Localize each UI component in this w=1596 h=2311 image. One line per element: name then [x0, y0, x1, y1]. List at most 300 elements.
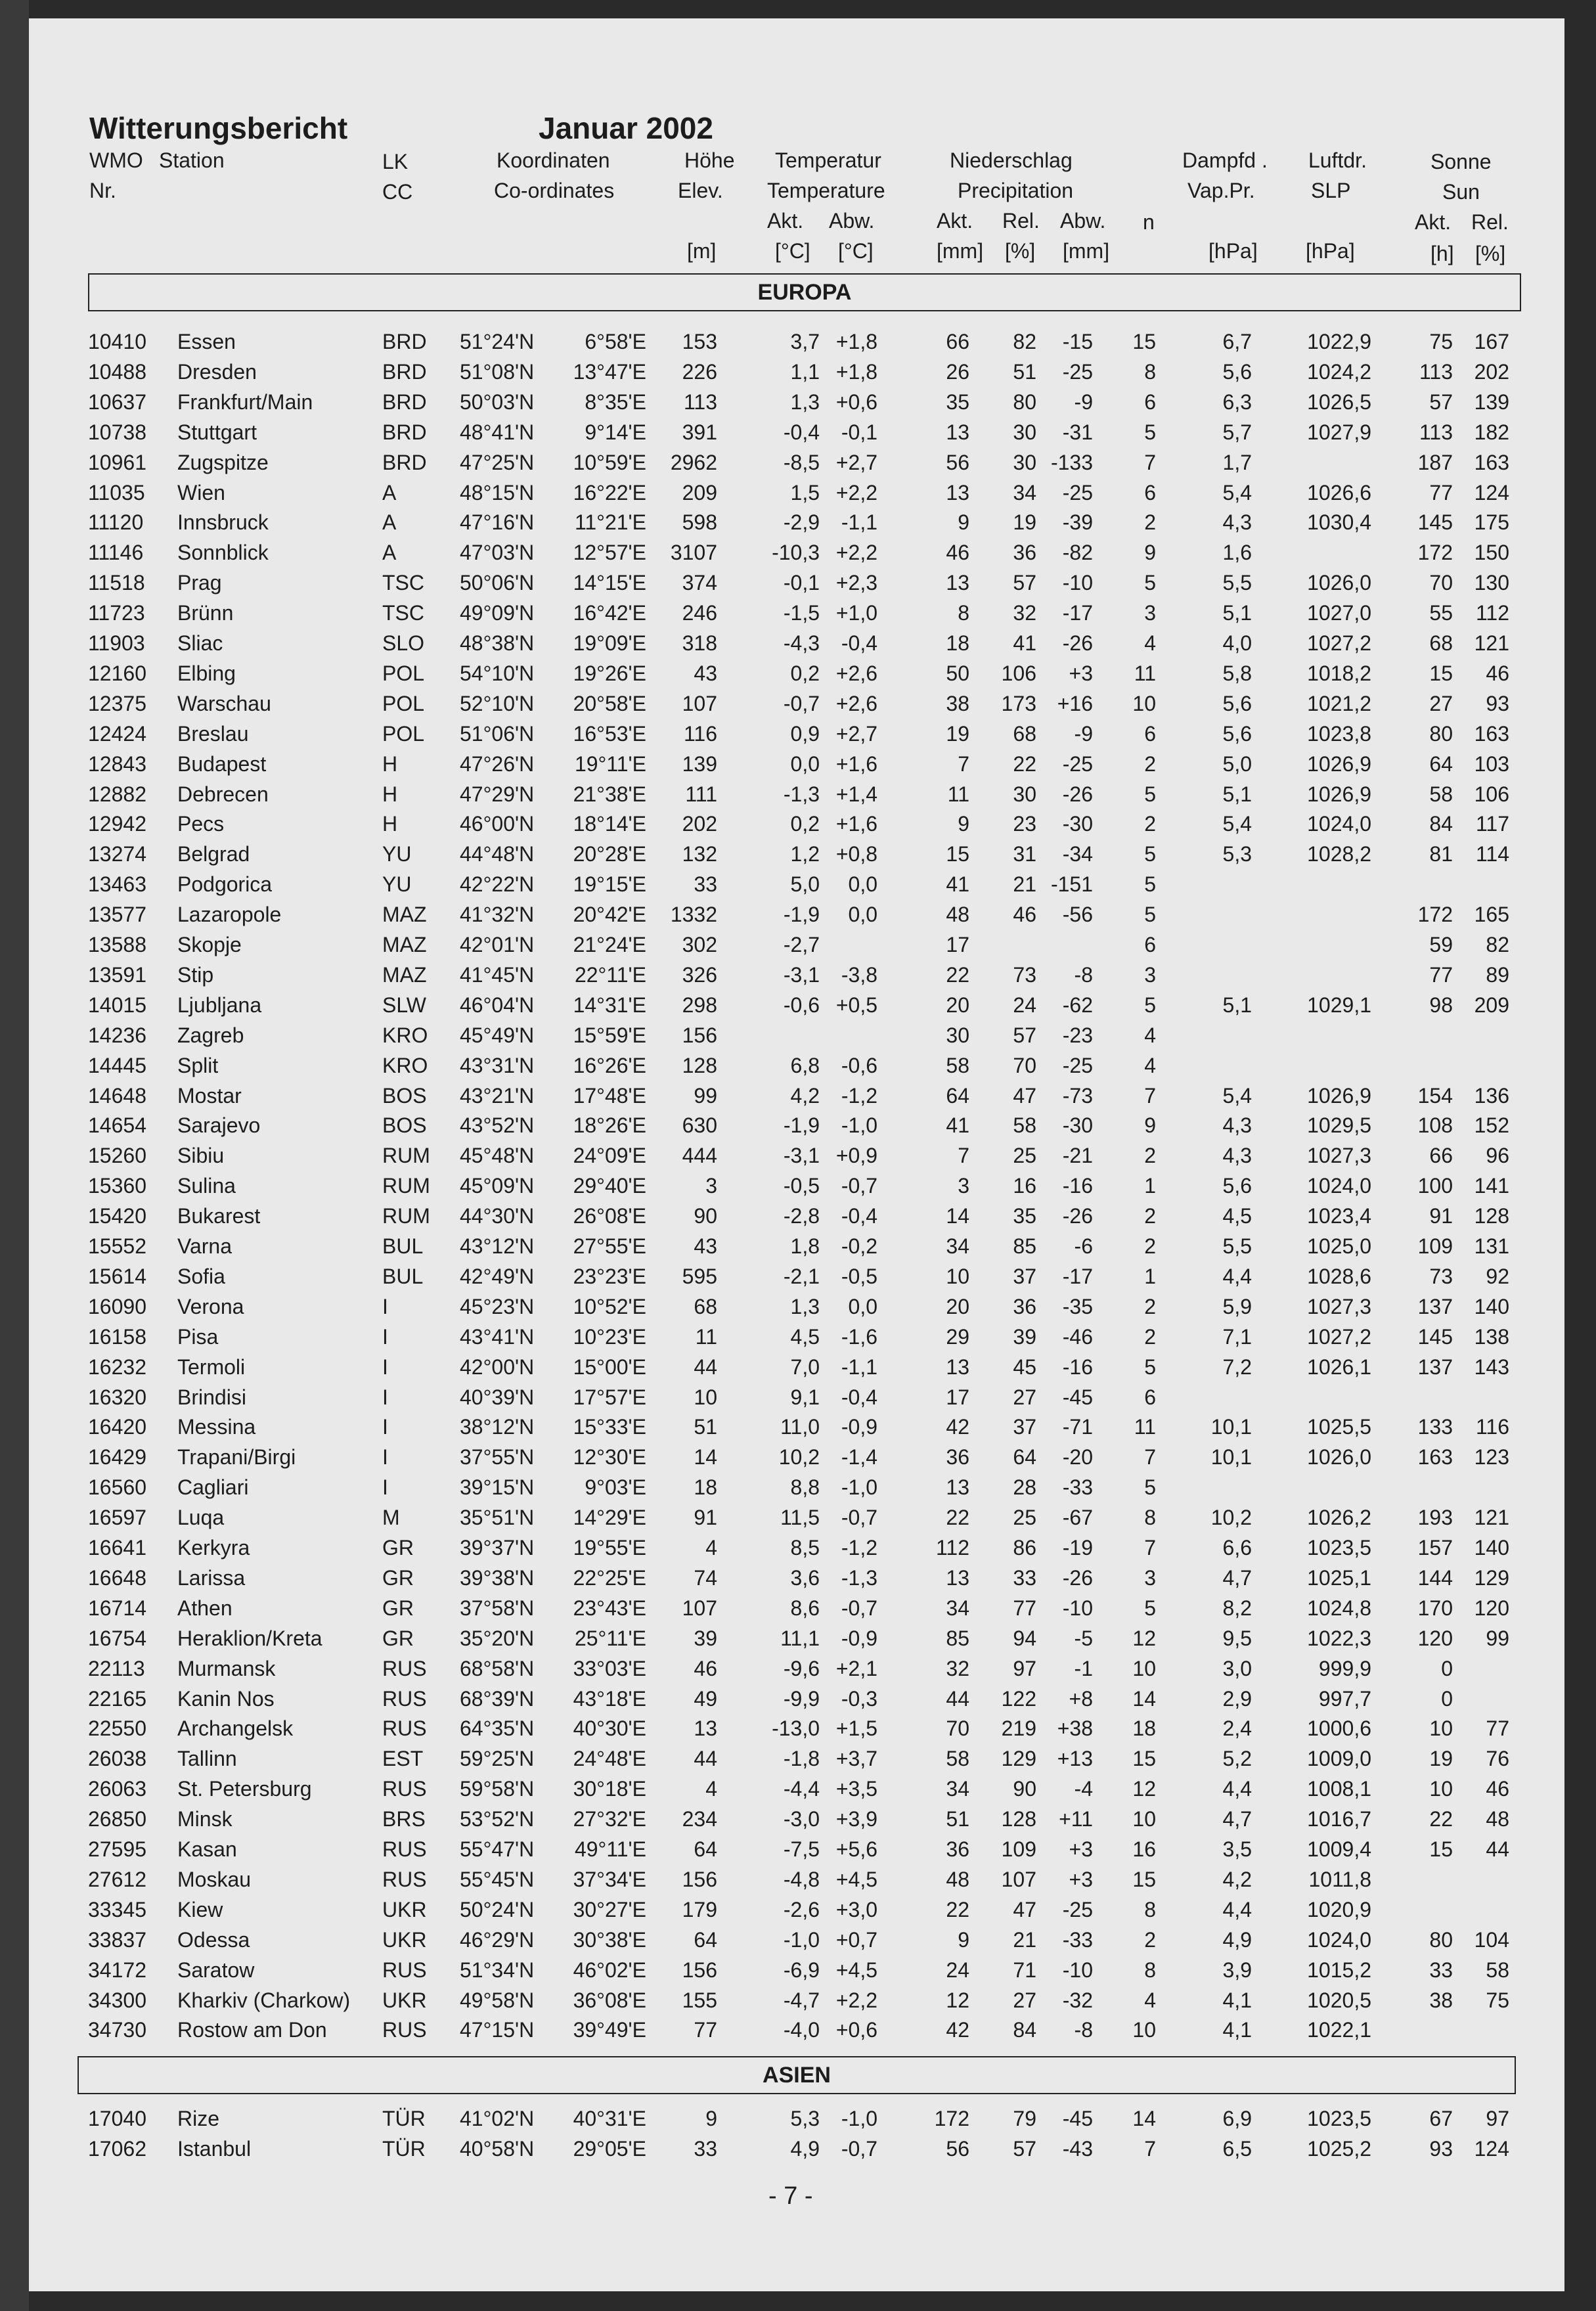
- sea-level-pressure: 1025,1: [1307, 1565, 1371, 1590]
- temp-deviation: -0,7: [841, 1596, 877, 1620]
- country-code: I: [382, 1475, 388, 1500]
- elevation: 90: [694, 1204, 717, 1228]
- wmo-number: 34730: [88, 2018, 146, 2042]
- elevation: 33: [694, 2136, 717, 2161]
- precip-relative: 97: [1013, 1656, 1036, 1680]
- elevation: 156: [682, 1867, 717, 1891]
- table-row: [0, 812, 1596, 842]
- temp-deviation: -1,3: [841, 1565, 877, 1590]
- precip-deviation: -25: [1062, 1897, 1093, 1921]
- longitude: 25°11'E: [574, 1626, 646, 1650]
- temp-actual: -4,3: [783, 631, 820, 655]
- sun-relative: 103: [1474, 752, 1509, 776]
- precip-deviation: +13: [1057, 1747, 1093, 1771]
- header-sun-akt: Akt.: [1415, 210, 1452, 234]
- precip-relative: 22: [1013, 752, 1036, 776]
- latitude: 45°09'N: [460, 1174, 535, 1198]
- sun-hours: 55: [1429, 601, 1453, 625]
- temp-deviation: +1,0: [835, 601, 877, 625]
- table-row: [0, 1898, 1596, 1928]
- station-name: Archangelsk: [177, 1716, 294, 1741]
- sea-level-pressure: 1027,2: [1307, 1324, 1371, 1349]
- station-name: Rize: [177, 2107, 220, 2130]
- sea-level-pressure: 1027,0: [1307, 601, 1371, 625]
- station-name: Dresden: [177, 359, 257, 384]
- temp-deviation: +0,9: [835, 1144, 877, 1168]
- precip-deviation: -82: [1062, 541, 1093, 565]
- elevation: 298: [682, 993, 717, 1017]
- wmo-number: 16560: [88, 1475, 146, 1500]
- country-code: RUS: [382, 1686, 427, 1711]
- precip-days: 7: [1144, 1445, 1156, 1470]
- precip-days: 10: [1132, 1656, 1156, 1680]
- sun-hours: 27: [1429, 691, 1453, 715]
- temp-deviation: +3,5: [835, 1777, 877, 1801]
- latitude: 47°16'N: [460, 510, 535, 535]
- latitude: 51°24'N: [460, 330, 535, 353]
- sun-relative: 77: [1486, 1716, 1509, 1741]
- header-temp-unit2: [°C]: [838, 239, 874, 263]
- vapor-pressure: 9,5: [1222, 1626, 1252, 1650]
- precip-relative: 57: [1013, 1023, 1036, 1047]
- wmo-number: 17062: [88, 2136, 146, 2161]
- precip-deviation: -4: [1074, 1777, 1093, 1801]
- precip-actual: 12: [946, 1988, 969, 2012]
- table-row: [0, 510, 1596, 541]
- sun-hours: 84: [1429, 812, 1453, 836]
- country-code: RUS: [382, 1716, 427, 1741]
- sun-hours: 108: [1417, 1113, 1453, 1138]
- precip-days: 4: [1144, 1988, 1156, 2012]
- temp-deviation: -0,1: [841, 420, 877, 444]
- station-name: Kharkiv (Charkow): [177, 1988, 351, 2012]
- precip-relative: 27: [1013, 1385, 1036, 1409]
- temp-actual: 11,5: [780, 1506, 820, 1530]
- section-title: ASIEN: [763, 2063, 831, 2088]
- sea-level-pressure: 1028,2: [1307, 842, 1371, 866]
- table-row: [0, 1657, 1596, 1687]
- precip-actual: 34: [946, 1234, 969, 1258]
- longitude: 12°57'E: [573, 541, 646, 565]
- elevation: 153: [682, 330, 717, 353]
- vapor-pressure: 5,8: [1222, 661, 1252, 685]
- sea-level-pressure: 1024,0: [1307, 812, 1371, 836]
- header-precip-n: n: [1143, 210, 1155, 234]
- country-code: M: [382, 1506, 400, 1530]
- precip-relative: 122: [1001, 1686, 1036, 1711]
- longitude: 9°14'E: [585, 420, 646, 444]
- temp-deviation: -0,9: [841, 1415, 877, 1439]
- elevation: 33: [694, 872, 717, 897]
- country-code: RUS: [382, 1656, 427, 1680]
- country-code: BRD: [382, 359, 427, 384]
- vapor-pressure: 3,0: [1222, 1656, 1252, 1680]
- vapor-pressure: 4,3: [1222, 1113, 1252, 1138]
- latitude: 39°38'N: [460, 1565, 535, 1590]
- vapor-pressure: 5,6: [1222, 721, 1252, 746]
- precip-deviation: -16: [1062, 1174, 1093, 1198]
- station-name: Budapest: [177, 752, 267, 776]
- temp-actual: -0,7: [783, 691, 820, 715]
- precip-relative: 79: [1013, 2107, 1036, 2130]
- temp-actual: -3,1: [783, 962, 820, 987]
- table-row: [0, 1204, 1596, 1234]
- table-row: [0, 842, 1596, 872]
- header-station: Station: [159, 148, 225, 172]
- latitude: 43°12'N: [460, 1234, 535, 1258]
- station-name: Kanin Nos: [177, 1686, 275, 1711]
- wmo-number: 16597: [88, 1506, 146, 1530]
- temp-deviation: 0,0: [848, 1294, 877, 1318]
- precip-actual: 15: [946, 842, 969, 866]
- latitude: 46°04'N: [460, 993, 535, 1017]
- temp-actual: -3,1: [783, 1144, 820, 1168]
- vapor-pressure: 6,7: [1222, 330, 1252, 353]
- sun-relative: 136: [1474, 1083, 1509, 1108]
- precip-days: 8: [1144, 1897, 1156, 1921]
- temp-actual: 0,9: [790, 721, 820, 746]
- longitude: 16°42'E: [573, 601, 646, 625]
- country-code: UKR: [382, 1897, 427, 1921]
- vapor-pressure: 6,5: [1222, 2136, 1252, 2161]
- sun-hours: 38: [1429, 1988, 1453, 2012]
- sun-relative: 92: [1486, 1264, 1509, 1288]
- country-code: UKR: [382, 1988, 427, 2012]
- station-name: Termoli: [177, 1355, 246, 1379]
- wmo-number: 22113: [88, 1656, 145, 1680]
- precip-relative: 70: [1013, 1053, 1036, 1077]
- latitude: 59°25'N: [460, 1747, 535, 1771]
- station-name: Sofia: [177, 1264, 225, 1288]
- header-sun-unit2: [%]: [1475, 242, 1506, 265]
- temp-actual: -3,0: [783, 1807, 820, 1831]
- elevation: 226: [682, 359, 717, 384]
- table-row: [0, 1475, 1596, 1506]
- elevation: 46: [694, 1656, 717, 1680]
- temp-deviation: +0,6: [835, 2018, 877, 2042]
- precip-days: 2: [1144, 1204, 1156, 1228]
- station-name: Rostow am Don: [177, 2018, 327, 2042]
- precip-days: 3: [1144, 1565, 1156, 1590]
- country-code: A: [382, 510, 397, 535]
- temp-deviation: +1,5: [835, 1716, 877, 1741]
- sun-hours: 98: [1429, 993, 1453, 1017]
- country-code: I: [382, 1445, 388, 1470]
- sea-level-pressure: 1000,6: [1307, 1716, 1371, 1741]
- precip-actual: 8: [958, 601, 969, 625]
- precip-relative: 46: [1013, 903, 1036, 927]
- latitude: 39°15'N: [460, 1475, 535, 1500]
- temp-actual: -0,1: [783, 571, 820, 595]
- precip-days: 8: [1144, 1506, 1156, 1530]
- precip-deviation: -8: [1074, 962, 1093, 987]
- table-row: [0, 1054, 1596, 1084]
- table-row: [0, 451, 1596, 481]
- country-code: YU: [382, 872, 412, 897]
- latitude: 55°47'N: [460, 1837, 535, 1861]
- precip-relative: 94: [1013, 1626, 1036, 1650]
- report-month: Januar 2002: [539, 111, 713, 145]
- table-row: [0, 1265, 1596, 1295]
- table-row: [0, 1325, 1596, 1355]
- country-code: BRS: [382, 1807, 426, 1831]
- temp-actual: -2,6: [783, 1897, 820, 1921]
- precip-days: 2: [1144, 1294, 1156, 1318]
- longitude: 16°53'E: [573, 721, 646, 746]
- header-coords-en: Co-ordinates: [494, 179, 615, 202]
- country-code: TSC: [382, 571, 424, 595]
- sun-relative: 116: [1475, 1415, 1509, 1439]
- vapor-pressure: 10,1: [1210, 1445, 1252, 1470]
- precip-relative: 84: [1013, 2018, 1036, 2042]
- latitude: 41°02'N: [460, 2107, 535, 2130]
- wmo-number: 16429: [88, 1445, 146, 1470]
- sea-level-pressure: 1026,1: [1307, 1355, 1371, 1379]
- vapor-pressure: 4,1: [1222, 2018, 1252, 2042]
- sea-level-pressure: 1027,3: [1307, 1294, 1371, 1318]
- precip-days: 3: [1144, 601, 1156, 625]
- latitude: 45°49'N: [460, 1023, 535, 1047]
- header-height-unit: [m]: [687, 239, 717, 263]
- precip-actual: 58: [946, 1747, 969, 1771]
- sea-level-pressure: 1024,8: [1307, 1596, 1371, 1620]
- longitude: 24°09'E: [573, 1144, 646, 1168]
- temp-deviation: -3,8: [841, 962, 877, 987]
- wmo-number: 12160: [88, 661, 146, 685]
- elevation: 128: [682, 1053, 717, 1077]
- precip-deviation: +3: [1069, 1867, 1093, 1891]
- temp-actual: -7,5: [783, 1837, 820, 1861]
- precip-actual: 13: [946, 1355, 969, 1379]
- sun-hours: 0: [1441, 1656, 1453, 1680]
- sun-hours: 0: [1441, 1686, 1453, 1711]
- precip-deviation: -10: [1062, 1958, 1093, 1982]
- station-name: Zugspitze: [177, 450, 269, 474]
- table-row: [0, 1928, 1596, 1958]
- vapor-pressure: 4,7: [1222, 1565, 1252, 1590]
- longitude: 40°30'E: [573, 1716, 646, 1741]
- temp-actual: 3,6: [790, 1565, 820, 1590]
- precip-deviation: +16: [1057, 691, 1093, 715]
- precip-days: 6: [1144, 480, 1156, 505]
- precip-deviation: -56: [1062, 903, 1093, 927]
- longitude: 8°35'E: [585, 390, 646, 414]
- sea-level-pressure: 1030,4: [1307, 510, 1371, 535]
- longitude: 13°47'E: [573, 359, 646, 384]
- country-code: EST: [382, 1747, 424, 1771]
- precip-deviation: -31: [1062, 420, 1093, 444]
- latitude: 37°55'N: [460, 1445, 535, 1470]
- table-row: [0, 1687, 1596, 1717]
- precip-deviation: -1: [1074, 1656, 1093, 1680]
- precip-relative: 31: [1013, 842, 1036, 866]
- precip-actual: 9: [958, 1927, 969, 1952]
- sea-level-pressure: 1023,5: [1307, 2107, 1371, 2130]
- vapor-pressure: 4,2: [1222, 1867, 1252, 1891]
- precip-relative: 71: [1013, 1958, 1036, 1982]
- precip-deviation: -45: [1062, 2107, 1093, 2130]
- precip-days: 1: [1144, 1174, 1156, 1198]
- precip-relative: 23: [1013, 812, 1036, 836]
- longitude: 22°25'E: [573, 1565, 646, 1590]
- precip-deviation: -21: [1062, 1144, 1093, 1168]
- precip-relative: 80: [1013, 390, 1036, 414]
- sun-relative: 143: [1474, 1355, 1509, 1379]
- vapor-pressure: 4,9: [1222, 1927, 1252, 1952]
- latitude: 44°48'N: [460, 842, 535, 866]
- sun-relative: 46: [1486, 661, 1509, 685]
- sea-level-pressure: 1027,9: [1307, 420, 1371, 444]
- vapor-pressure: 6,6: [1222, 1536, 1252, 1559]
- header-nr: Nr.: [89, 179, 116, 202]
- latitude: 50°06'N: [460, 571, 535, 595]
- header-precip-unit2: [%]: [1005, 239, 1036, 263]
- latitude: 51°08'N: [460, 359, 535, 384]
- sun-hours: 81: [1429, 842, 1453, 866]
- country-code: SLO: [382, 631, 425, 655]
- sea-level-pressure: 1026,9: [1307, 752, 1371, 776]
- header-temp-unit1: [°C]: [775, 239, 810, 263]
- precip-actual: 30: [946, 1023, 969, 1047]
- sea-level-pressure: 1023,5: [1307, 1536, 1371, 1559]
- precip-days: 3: [1144, 962, 1156, 987]
- sun-hours: 15: [1429, 1837, 1453, 1861]
- precip-actual: 19: [946, 721, 969, 746]
- vapor-pressure: 5,2: [1222, 1747, 1252, 1771]
- temp-deviation: -1,4: [841, 1445, 877, 1470]
- precip-deviation: -33: [1062, 1927, 1093, 1952]
- sun-relative: 120: [1474, 1596, 1509, 1620]
- sun-hours: 113: [1419, 359, 1453, 384]
- precip-actual: 22: [946, 1506, 969, 1530]
- sun-hours: 163: [1417, 1445, 1453, 1470]
- header-height-de: Höhe: [684, 148, 735, 172]
- temp-actual: 5,3: [790, 2107, 820, 2130]
- wmo-number: 16714: [88, 1596, 146, 1620]
- sun-relative: 46: [1486, 1777, 1509, 1801]
- precip-relative: 30: [1013, 782, 1036, 806]
- wmo-number: 13463: [88, 872, 146, 897]
- table-row: [0, 1445, 1596, 1475]
- sun-relative: 97: [1486, 2107, 1509, 2130]
- country-code: I: [382, 1294, 388, 1318]
- precip-relative: 57: [1013, 2136, 1036, 2161]
- temp-actual: -1,3: [783, 782, 820, 806]
- elevation: 156: [682, 1958, 717, 1982]
- precip-actual: 34: [946, 1596, 969, 1620]
- precip-actual: 20: [946, 993, 969, 1017]
- longitude: 19°26'E: [573, 661, 646, 685]
- sea-level-pressure: 1025,0: [1307, 1234, 1371, 1258]
- table-row: [0, 933, 1596, 963]
- latitude: 45°48'N: [460, 1144, 535, 1168]
- temp-actual: -2,9: [783, 510, 820, 535]
- precip-actual: 56: [946, 450, 969, 474]
- sun-relative: 128: [1474, 1204, 1509, 1228]
- sun-relative: 130: [1474, 571, 1509, 595]
- precip-relative: 32: [1013, 601, 1036, 625]
- sun-hours: 144: [1417, 1565, 1453, 1590]
- sea-level-pressure: 1009,0: [1307, 1747, 1371, 1771]
- wmo-number: 11518: [88, 571, 145, 595]
- sea-level-pressure: 1009,4: [1307, 1837, 1371, 1861]
- station-name: Sulina: [177, 1174, 236, 1198]
- wmo-number: 33345: [88, 1897, 146, 1921]
- elevation: 2962: [670, 450, 717, 474]
- precip-deviation: -33: [1062, 1475, 1093, 1500]
- temp-actual: 8,5: [790, 1536, 820, 1559]
- vapor-pressure: 10,2: [1210, 1506, 1252, 1530]
- station-name: Mostar: [177, 1083, 242, 1108]
- station-name: Saratow: [177, 1958, 255, 1982]
- precip-deviation: -71: [1062, 1415, 1093, 1439]
- precip-relative: 25: [1013, 1506, 1036, 1530]
- sea-level-pressure: 999,9: [1318, 1656, 1371, 1680]
- country-code: RUM: [382, 1204, 430, 1228]
- sun-hours: 68: [1429, 631, 1453, 655]
- elevation: 99: [694, 1083, 717, 1108]
- precip-actual: 41: [946, 1113, 969, 1138]
- longitude: 29°05'E: [573, 2136, 646, 2161]
- sun-hours: 145: [1417, 510, 1453, 535]
- temp-actual: 0,2: [790, 812, 820, 836]
- country-code: A: [382, 480, 397, 505]
- station-name: Sarajevo: [177, 1113, 261, 1138]
- sea-level-pressure: 1020,9: [1307, 1897, 1371, 1921]
- temp-actual: 4,9: [790, 2136, 820, 2161]
- header-slp-unit: [hPa]: [1306, 239, 1355, 263]
- temp-deviation: -1,0: [841, 2107, 877, 2130]
- table-row: [0, 1627, 1596, 1657]
- header-temp-en: Temperature: [767, 179, 885, 202]
- temp-actual: -1,5: [783, 601, 820, 625]
- longitude: 30°38'E: [573, 1927, 646, 1952]
- country-code: A: [382, 541, 397, 565]
- precip-relative: 37: [1013, 1415, 1036, 1439]
- country-code: BRD: [382, 450, 427, 474]
- sun-hours: 10: [1429, 1716, 1453, 1741]
- wmo-number: 15360: [88, 1174, 146, 1198]
- wmo-number: 16158: [88, 1324, 146, 1349]
- elevation: 132: [682, 842, 717, 866]
- sea-level-pressure: 1015,2: [1307, 1958, 1371, 1982]
- sun-relative: 48: [1486, 1807, 1509, 1831]
- temp-actual: -4,8: [783, 1867, 820, 1891]
- precip-relative: 41: [1013, 631, 1036, 655]
- sun-relative: 163: [1474, 450, 1509, 474]
- temp-deviation: +5,6: [835, 1837, 877, 1861]
- country-code: SLW: [382, 993, 426, 1017]
- temp-deviation: -1,1: [841, 510, 877, 535]
- vapor-pressure: 5,4: [1222, 812, 1252, 836]
- precip-deviation: -20: [1062, 1445, 1093, 1470]
- sun-relative: 139: [1474, 390, 1509, 414]
- precip-days: 5: [1144, 571, 1156, 595]
- precip-days: 12: [1132, 1777, 1156, 1801]
- temp-deviation: -1,1: [841, 1355, 877, 1379]
- elevation: 9: [705, 2107, 717, 2130]
- sun-hours: 91: [1429, 1204, 1453, 1228]
- latitude: 43°31'N: [460, 1053, 535, 1077]
- country-code: POL: [382, 691, 425, 715]
- wmo-number: 33837: [88, 1927, 146, 1952]
- elevation: 4: [705, 1777, 717, 1801]
- temp-actual: 7,0: [790, 1355, 820, 1379]
- header-slp-de: Luftdr.: [1308, 148, 1367, 172]
- station-name: Varna: [177, 1234, 233, 1258]
- table-row: [0, 1566, 1596, 1596]
- station-name: Ljubljana: [177, 993, 262, 1017]
